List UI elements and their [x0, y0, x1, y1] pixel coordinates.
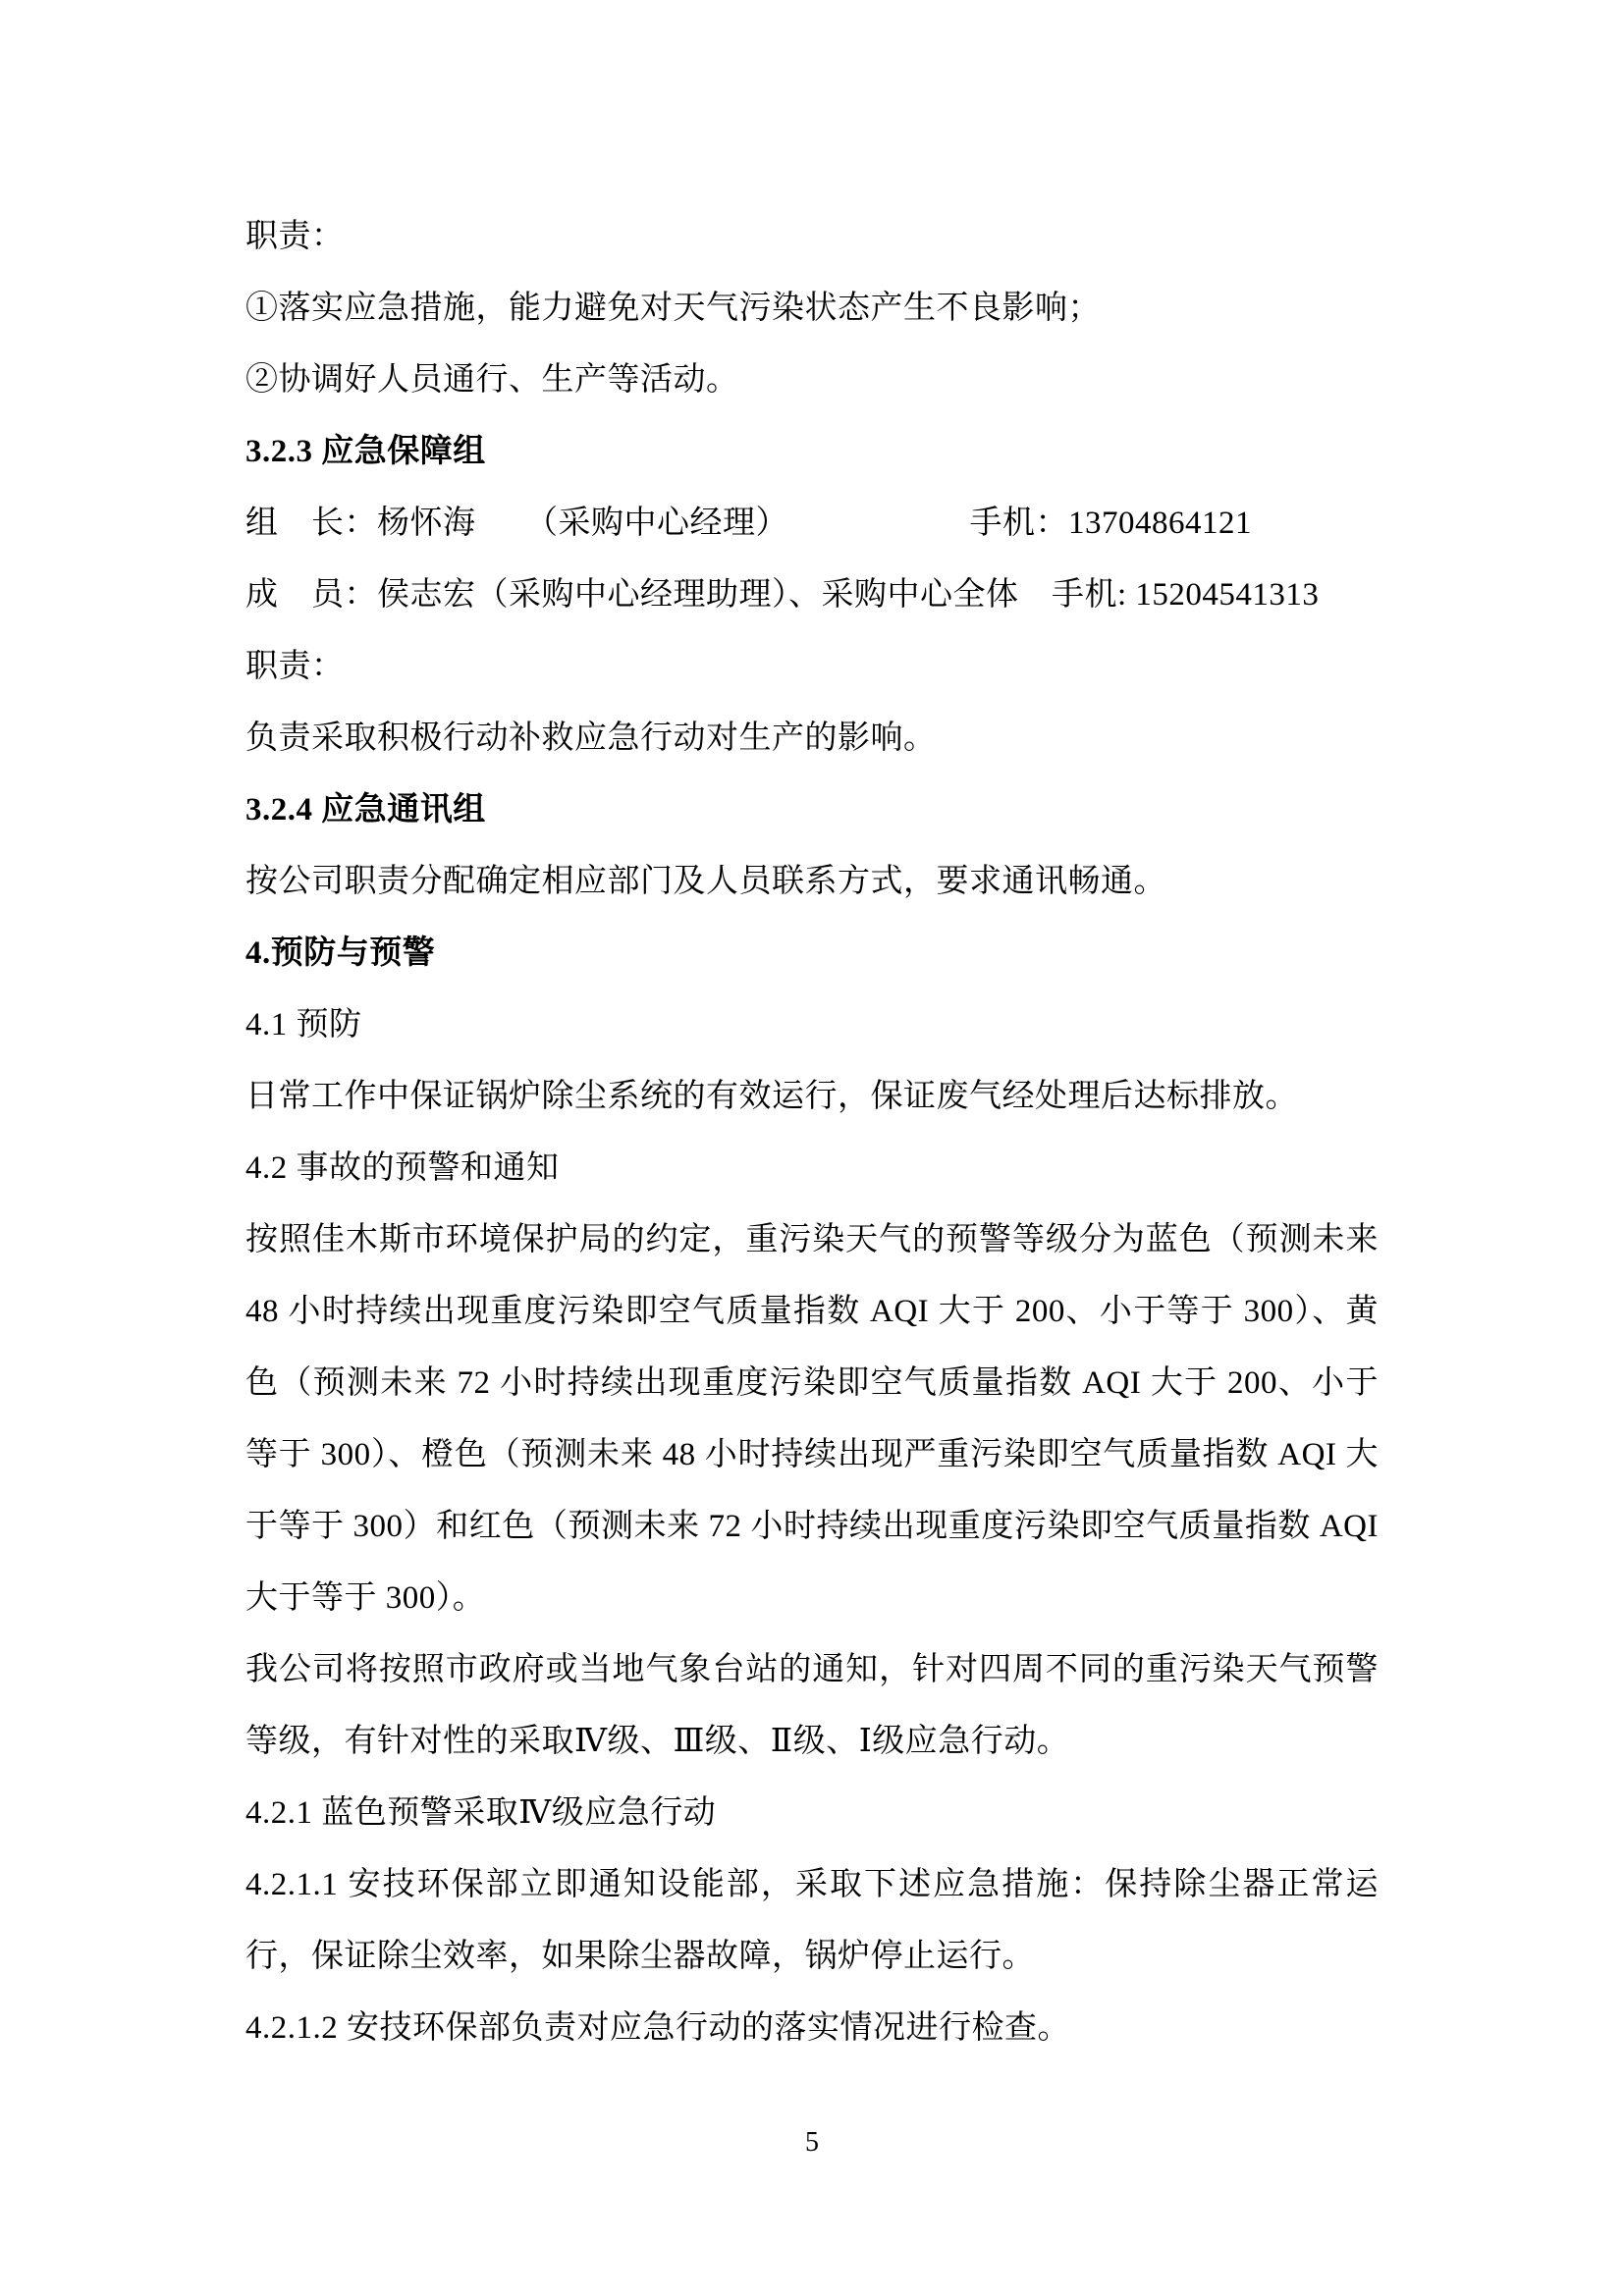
section-heading: 4.预防与预警 [245, 935, 436, 971]
paragraph: 4.2 事故的预警和通知 [245, 1150, 560, 1186]
paragraph: ②协调好人员通行、生产等活动。 [245, 362, 739, 398]
section-heading: 3.2.3 应急保障组 [245, 434, 486, 469]
paragraph: 4.2.1 蓝色预警采取Ⅳ级应急行动 [245, 1795, 717, 1831]
paragraph: 成 员：侯志宏（采购中心经理助理）、采购中心全体 手机: 15204541313 [245, 577, 1320, 613]
paragraph: 4.2.1.1 安技环保部立即通知设能部，采取下述应急措施：保持除尘器正常运行，保证除尘效率，如果除尘器故障，锅炉停止运行。 [245, 1867, 1379, 1974]
page-footer [0, 2123, 1624, 2163]
paragraph: 4.2.1.2 安技环保部负责对应急行动的落实情况进行检查。 [245, 2010, 1070, 2046]
paragraph: 按公司职责分配确定相应部门及人员联系方式，要求通讯畅通。 [245, 864, 1166, 899]
paragraph: 4.1 预防 [245, 1007, 362, 1042]
paragraph: 职责： [245, 219, 345, 254]
section-heading: 3.2.4 应急通讯组 [245, 792, 486, 828]
page-number: 5 [805, 2127, 819, 2158]
paragraph: 组 长：杨怀海 （采购中心经理） 手机：13704864121 [245, 506, 1252, 541]
paragraph: ①落实应急措施，能力避免对天气污染状态产生不良影响； [245, 291, 1101, 326]
document-body [245, 201, 1379, 2064]
paragraph: 负责采取积极行动补救应急行动对生产的影响。 [245, 721, 937, 756]
paragraph: 职责： [245, 649, 345, 684]
paragraph: 我公司将按照市政府或当地气象台站的通知，针对四周不同的重污染天气预警等级，有针对性的采取Ⅳ级、Ⅲ级、Ⅱ级、Ⅰ级应急行动。 [245, 1652, 1379, 1759]
paragraph: 按照佳木斯市环境保护局的约定，重污染天气的预警等级分为蓝色（预测未来 48 小时持续出现重度污染即空气质量指数 AQI 大于 200、小于等于 300）、黄色（预测未来 72 小时持续出现重度污染即空气质量指数 AQI 大于 200、小于等于 300）、橙色（预测未来 48 小时持续出现严重污染即空气质量指数 AQI 大于等于 300）和红色（预测未来 72 小时持续出现重度污染即空气质量指数 AQI 大于等于 300）。 [245, 1222, 1379, 1616]
paragraph: 日常工作中保证锅炉除尘系统的有效运行，保证废气经处理后达标排放。 [245, 1079, 1298, 1114]
